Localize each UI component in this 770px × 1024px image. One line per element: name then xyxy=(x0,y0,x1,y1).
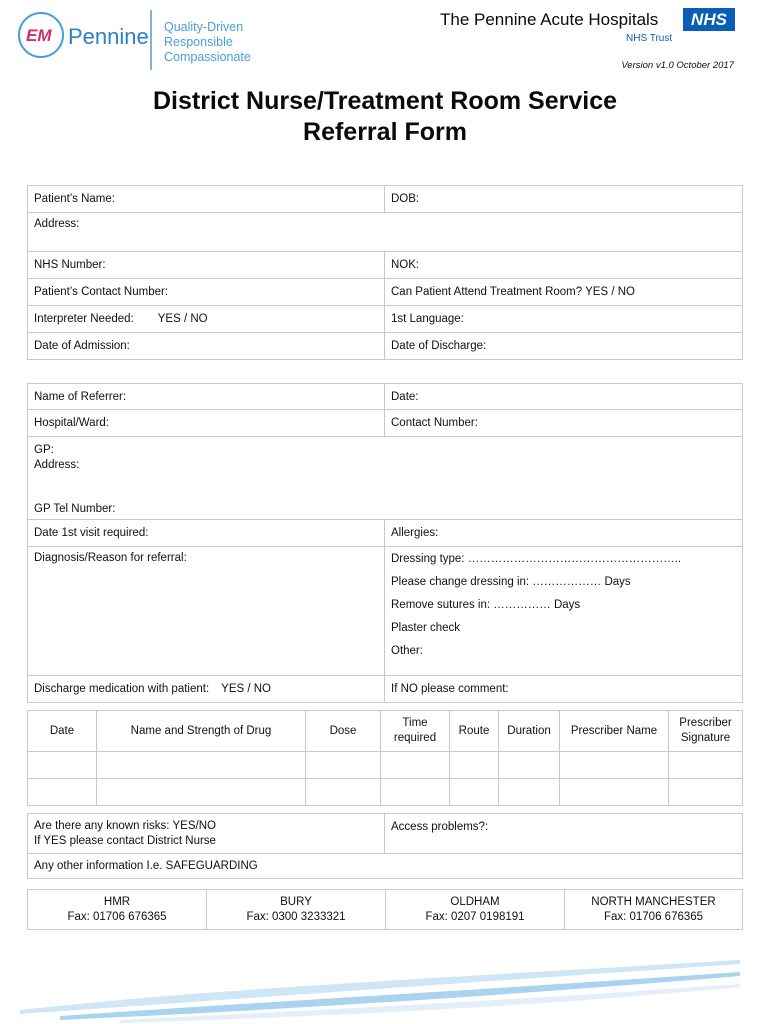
office-fax: Fax: 0300 3233321 xyxy=(246,910,346,923)
interpreter-field[interactable] xyxy=(28,306,385,333)
logo-wordmark: Pennine xyxy=(68,24,149,49)
gp-field[interactable] xyxy=(28,437,743,520)
dressing-type-field[interactable]: Dressing type: ……………………………………………….. xyxy=(391,553,682,565)
table-cell[interactable] xyxy=(450,779,499,806)
table-cell[interactable] xyxy=(560,752,669,779)
col-prescriber-name: Prescriber Name xyxy=(560,711,669,752)
gp-address-label: Address: xyxy=(34,459,80,471)
patient-name-field[interactable]: Patient’s Name: xyxy=(28,186,385,213)
nhs-trust-label: NHS Trust xyxy=(626,33,673,44)
table-cell[interactable] xyxy=(450,752,499,779)
referral-details-table xyxy=(27,383,743,703)
table-cell[interactable] xyxy=(381,752,450,779)
office-name: BURY xyxy=(280,895,312,908)
plaster-check-field[interactable]: Plaster check xyxy=(391,622,461,634)
discharge-date-field[interactable]: Date of Discharge: xyxy=(385,333,743,360)
logo-em: EM xyxy=(26,26,52,45)
col-route: Route xyxy=(450,711,499,752)
table-row xyxy=(28,752,743,779)
trust-name: The Pennine Acute Hospitals xyxy=(440,10,659,29)
col-dose: Dose xyxy=(306,711,381,752)
remove-sutures-field[interactable]: Remove sutures in: …………… Days xyxy=(391,599,581,611)
first-visit-field[interactable]: Date 1st visit required: xyxy=(28,520,385,547)
safeguarding-field[interactable]: Any other information I.e. SAFEGUARDING xyxy=(28,854,743,879)
dob-field[interactable]: DOB: xyxy=(385,186,743,213)
referrer-contact-field[interactable]: Contact Number: xyxy=(385,410,743,437)
medication-table xyxy=(27,710,743,806)
other-field[interactable]: Other: xyxy=(391,645,423,657)
table-cell[interactable] xyxy=(499,779,560,806)
nok-field[interactable]: NOK: xyxy=(385,252,743,279)
table-row xyxy=(28,779,743,806)
tagline-line: Quality-Driven xyxy=(164,20,244,34)
office-name: OLDHAM xyxy=(450,895,500,908)
interpreter-label: Interpreter Needed: xyxy=(34,313,134,325)
interpreter-yes-no[interactable]: YES / NO xyxy=(157,313,208,325)
col-drug: Name and Strength of Drug xyxy=(97,711,306,752)
contact-number-field[interactable]: Patient’s Contact Number: xyxy=(28,279,385,306)
tagline-line: Responsible xyxy=(164,35,233,49)
table-cell[interactable] xyxy=(306,752,381,779)
change-dressing-field[interactable]: Please change dressing in: ……………… Days xyxy=(391,576,631,588)
gp-label: GP: xyxy=(34,444,54,456)
version-label: Version v1.0 October 2017 xyxy=(621,60,734,71)
logo-divider xyxy=(150,10,152,70)
table-cell[interactable] xyxy=(306,779,381,806)
office-fax: Fax: 01706 676365 xyxy=(67,910,167,923)
admission-date-field[interactable]: Date of Admission: xyxy=(28,333,385,360)
nhs-logo: NHS xyxy=(683,8,735,31)
referral-date-field[interactable]: Date: xyxy=(385,384,743,410)
gp-tel-label: GP Tel Number: xyxy=(34,503,116,515)
col-date: Date xyxy=(28,711,97,752)
title-line: District Nurse/Treatment Room Service xyxy=(152,87,618,115)
discharge-medication-label: Discharge medication with patient: xyxy=(34,683,210,695)
table-cell[interactable] xyxy=(669,779,743,806)
table-cell[interactable] xyxy=(97,779,306,806)
table-cell[interactable] xyxy=(28,752,97,779)
table-cell[interactable] xyxy=(381,779,450,806)
diagnosis-field[interactable]: Diagnosis/Reason for referral: xyxy=(28,547,385,676)
office-name: NORTH MANCHESTER xyxy=(591,895,716,908)
hospital-ward-field[interactable]: Hospital/Ward: xyxy=(28,410,385,437)
first-language-field[interactable]: 1st Language: xyxy=(385,306,743,333)
table-cell[interactable] xyxy=(499,752,560,779)
office-fax-table xyxy=(27,889,743,930)
tagline xyxy=(164,20,251,65)
known-risks-field[interactable] xyxy=(28,814,385,854)
nhs-number-field[interactable]: NHS Number: xyxy=(28,252,385,279)
office-fax: Fax: 0207 0198191 xyxy=(425,910,525,923)
dressing-details xyxy=(385,547,743,676)
office-oldham xyxy=(386,890,565,930)
table-cell[interactable] xyxy=(560,779,669,806)
allergies-field[interactable]: Allergies: xyxy=(385,520,743,547)
table-cell[interactable] xyxy=(97,752,306,779)
office-hmr xyxy=(28,890,207,930)
office-bury xyxy=(207,890,386,930)
col-prescriber-signature: Prescriber Signature xyxy=(669,711,743,752)
title-line: Referral Form xyxy=(303,118,467,146)
page-title xyxy=(0,86,770,148)
address-field[interactable]: Address: xyxy=(28,213,743,252)
attend-treatment-room-field[interactable]: Can Patient Attend Treatment Room? YES / NO xyxy=(385,279,743,306)
footer-wave-decoration xyxy=(0,950,770,1024)
access-problems-field[interactable]: Access problems?: xyxy=(385,814,743,854)
table-cell[interactable] xyxy=(669,752,743,779)
col-time: Time required xyxy=(381,711,450,752)
risks-table xyxy=(27,813,743,879)
col-duration: Duration xyxy=(499,711,560,752)
no-comment-field[interactable]: If NO please comment: xyxy=(385,676,743,703)
table-cell[interactable] xyxy=(28,779,97,806)
office-fax: Fax: 01706 676365 xyxy=(603,910,704,923)
referrer-field[interactable]: Name of Referrer: xyxy=(28,384,385,410)
discharge-medication-field[interactable] xyxy=(28,676,385,703)
office-name: HMR xyxy=(103,895,131,908)
known-risks-label: Are there any known risks: YES/NO xyxy=(34,819,216,832)
discharge-medication-yes-no[interactable]: YES / NO xyxy=(221,683,272,695)
office-north-manchester xyxy=(565,890,743,930)
contact-district-nurse-note: If YES please contact District Nurse xyxy=(34,834,216,847)
tagline-line: Compassionate xyxy=(164,50,251,64)
patient-details-table xyxy=(27,185,743,360)
